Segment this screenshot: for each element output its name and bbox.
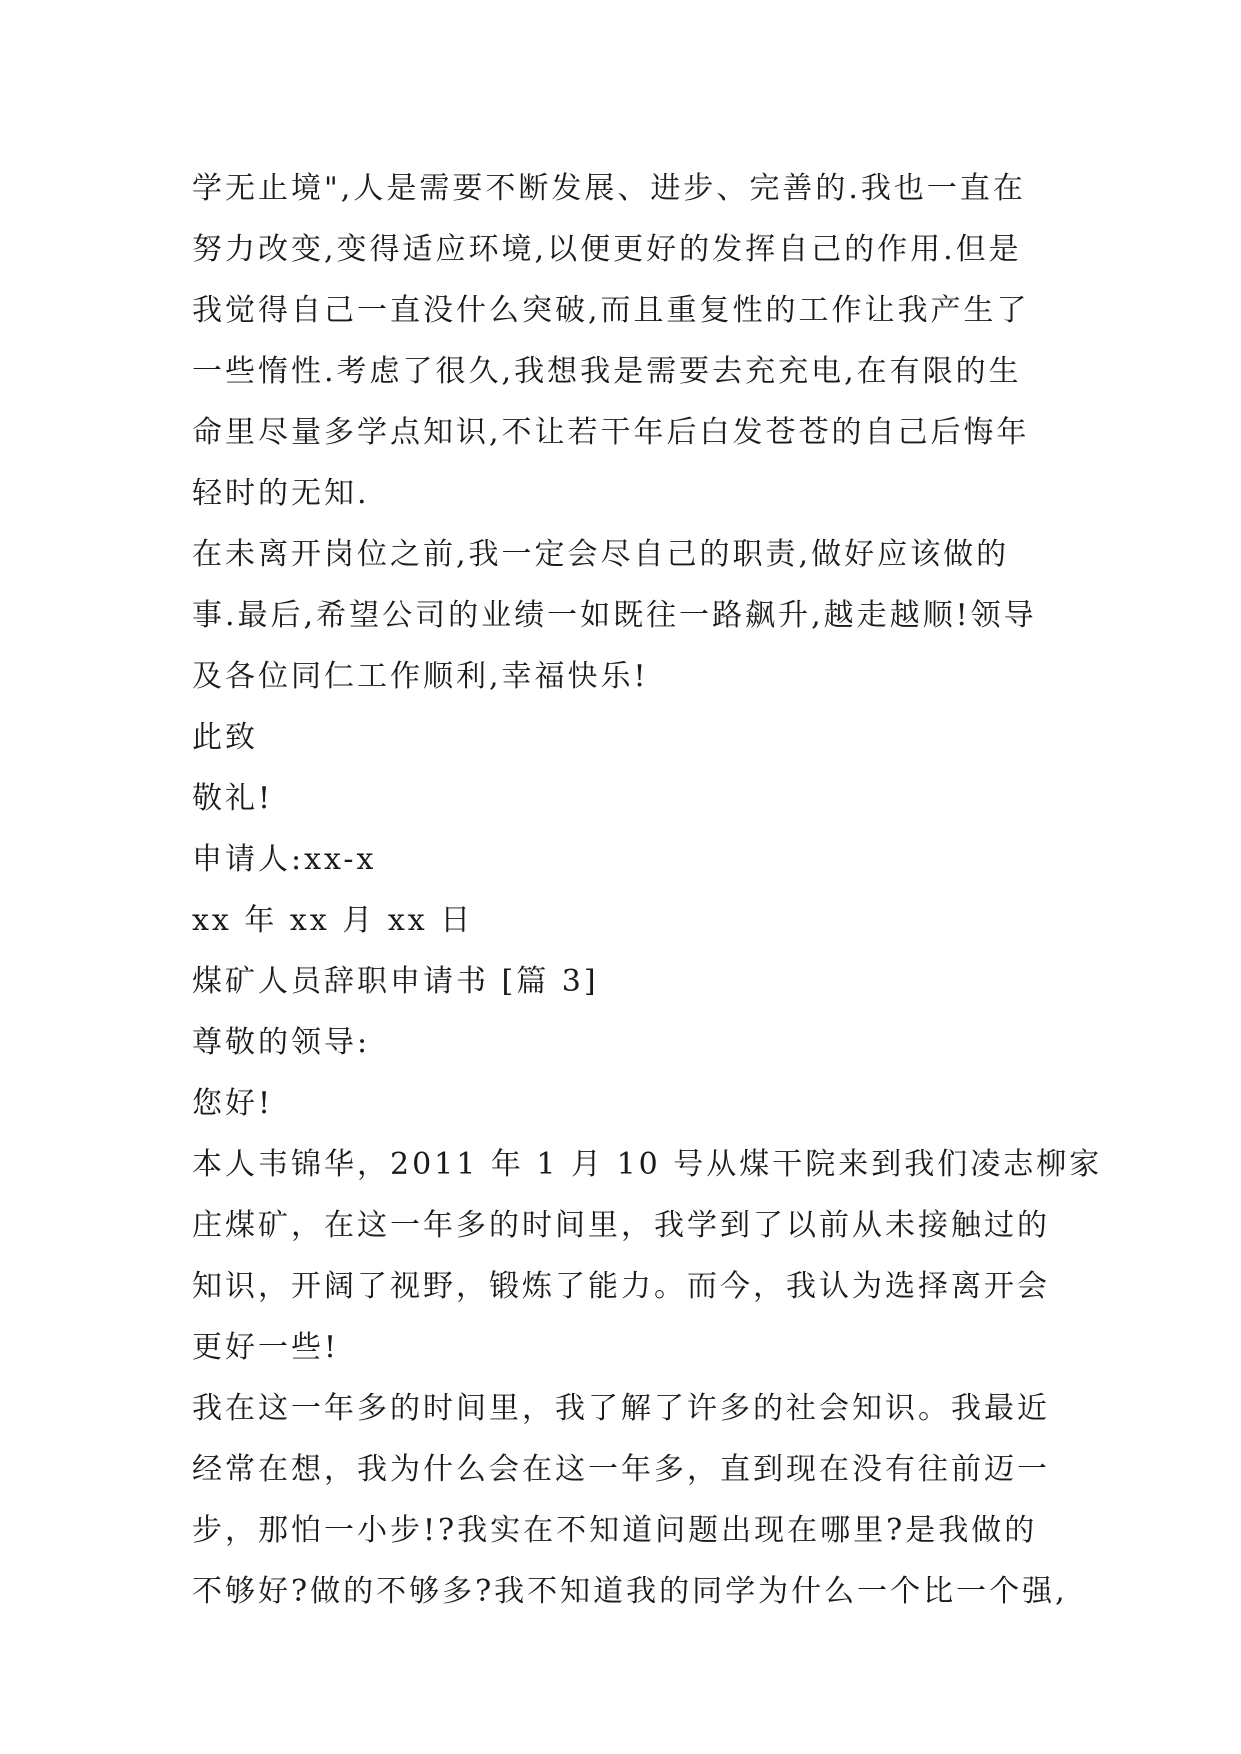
text-line: 一些惰性.考虑了很久,我想我是需要去充充电,在有限的生 xyxy=(192,354,1022,389)
text-line: 我觉得自己一直没什么突破,而且重复性的工作让我产生了 xyxy=(192,293,1030,328)
text-line: 知识，开阔了视野，锻炼了能力。而今，我认为选择离开会 xyxy=(192,1269,1050,1304)
closing-salutation: 此致 xyxy=(192,720,258,755)
text-line: 在未离开岗位之前,我一定会尽自己的职责,做好应该做的 xyxy=(192,537,1010,572)
text-line: 学无止境",人是需要不断发展、进步、完善的.我也一直在 xyxy=(192,171,1026,206)
section-title: 煤矿人员辞职申请书 [篇 3] xyxy=(192,964,599,999)
document-body xyxy=(192,158,1103,1622)
text-line: 及各位同仁工作顺利,幸福快乐! xyxy=(192,659,649,694)
text-line: 更好一些! xyxy=(192,1330,340,1365)
text-line: 努力改变,变得适应环境,以便更好的发挥自己的作用.但是 xyxy=(192,232,1022,267)
text-line: 步，那怕一小步!?我实在不知道问题出现在哪里?是我做的 xyxy=(192,1513,1038,1548)
text-line: 轻时的无知. xyxy=(192,476,370,511)
applicant-signature: 申请人:xx-x xyxy=(192,842,377,877)
greeting-line: 您好! xyxy=(192,1086,274,1121)
text-line: 命里尽量多学点知识,不让若干年后白发苍苍的自己后悔年 xyxy=(192,415,1030,450)
text-line: 庄煤矿，在这一年多的时间里，我学到了以前从未接触过的 xyxy=(192,1208,1050,1243)
text-line: 事.最后,希望公司的业绩一如既往一路飙升,越走越顺!领导 xyxy=(192,598,1037,633)
text-line: 本人韦锦华，2011 年 1 月 10 号从煤干院来到我们凌志柳家 xyxy=(192,1147,1103,1182)
closing-regards: 敬礼! xyxy=(192,781,274,816)
date-line: xx 年 xx 月 xx 日 xyxy=(192,903,474,938)
text-line: 不够好?做的不够多?我不知道我的同学为什么一个比一个强, xyxy=(192,1574,1068,1609)
text-line: 我在这一年多的时间里，我了解了许多的社会知识。我最近 xyxy=(192,1391,1050,1426)
text-line: 经常在想，我为什么会在这一年多，直到现在没有往前迈一 xyxy=(192,1452,1050,1487)
greeting-line: 尊敬的领导: xyxy=(192,1025,371,1060)
